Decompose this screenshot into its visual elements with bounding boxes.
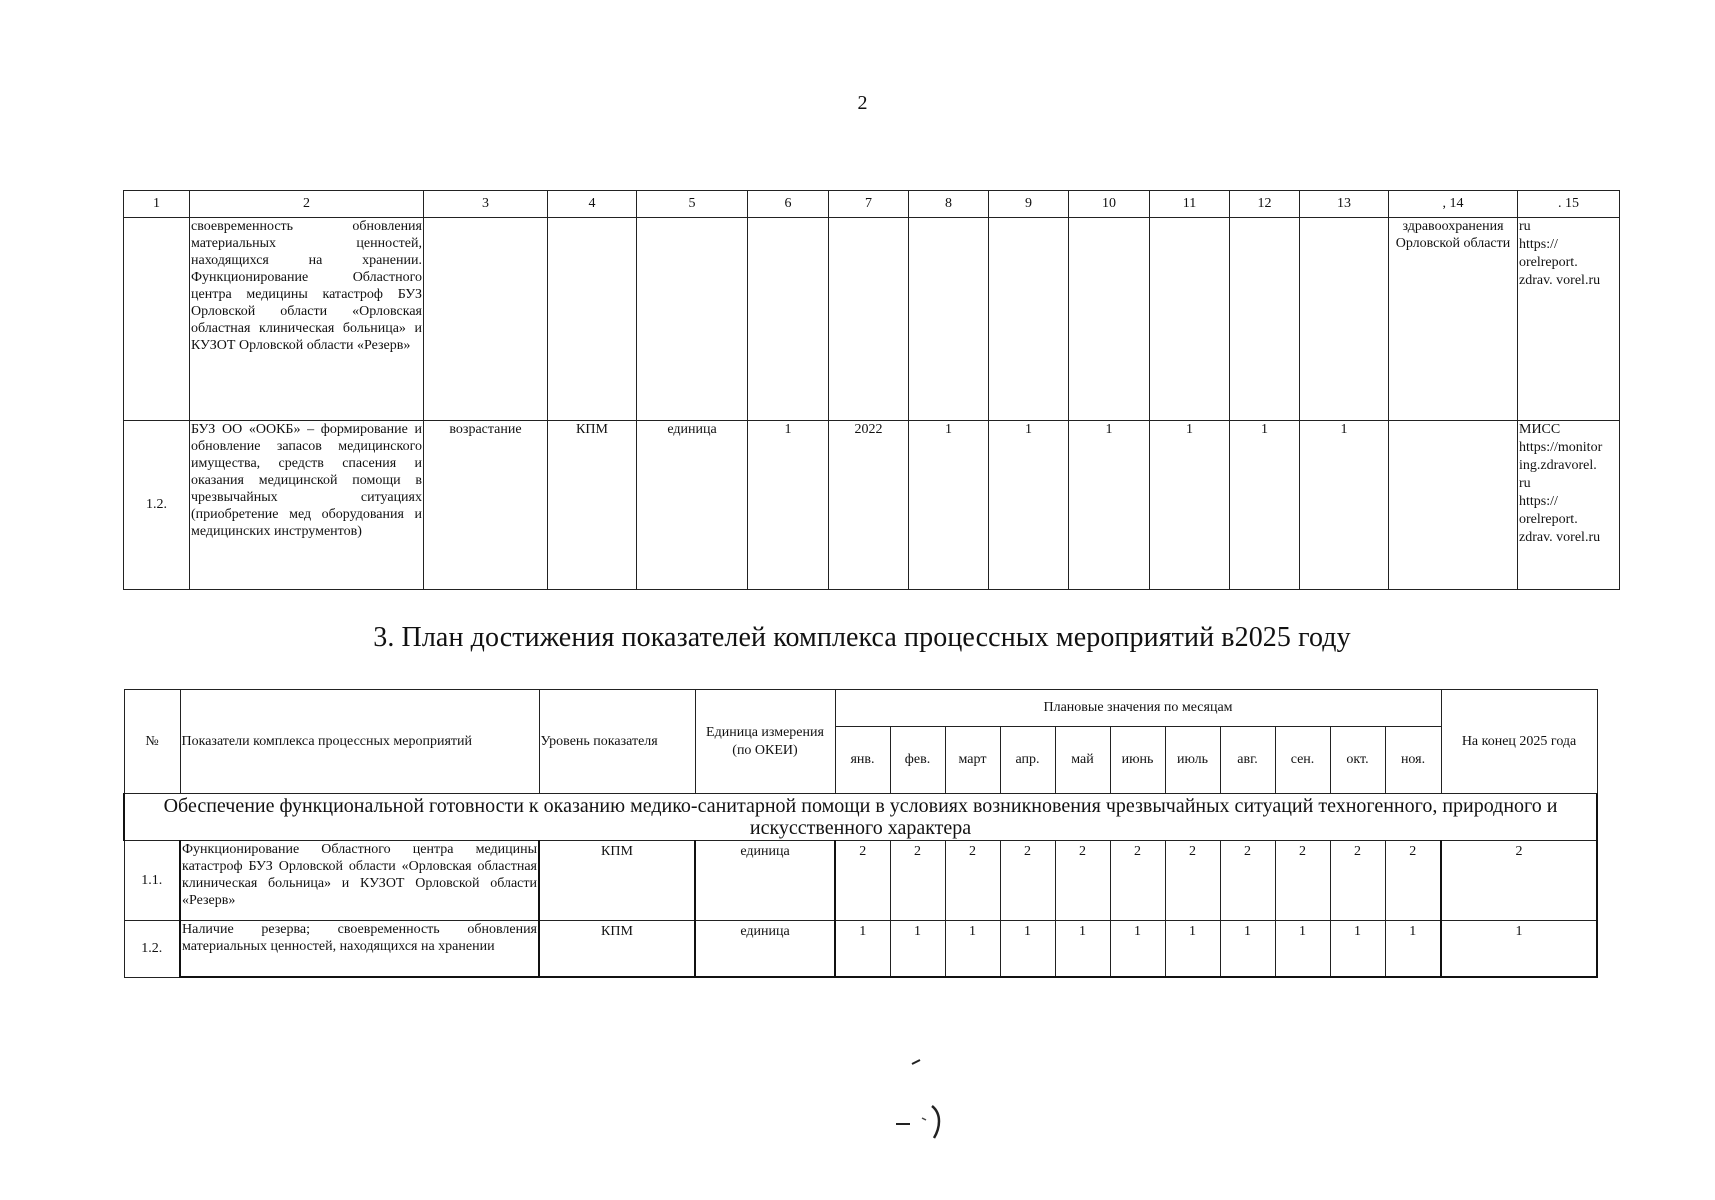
row-unit: единица xyxy=(637,421,748,590)
month-header: фев. xyxy=(890,727,945,794)
row-value: 1 xyxy=(989,421,1069,590)
row-month-value: 2 xyxy=(1220,841,1275,921)
continued-responsible: здравоохранения Орловской области xyxy=(1389,218,1518,421)
cell-empty xyxy=(1230,218,1300,421)
cell-empty xyxy=(1069,218,1150,421)
header-monthly: Плановые значения по месяцам xyxy=(835,690,1441,727)
table-row-1-2 xyxy=(124,421,1620,590)
cell-empty xyxy=(989,218,1069,421)
col-num-2: 2 xyxy=(190,191,424,218)
row-indicator-name: Наличие резерва; своевременность обновления материальных ценностей, находящихся на хранении xyxy=(180,921,539,978)
col-num-3: 3 xyxy=(424,191,548,218)
row-value: 1 xyxy=(1150,421,1230,590)
header-level: Уровень показателя xyxy=(539,690,695,794)
row-value: 1 xyxy=(1069,421,1150,590)
col-num-15: . 15 xyxy=(1518,191,1620,218)
column-number-row xyxy=(124,191,1620,218)
col-num-6: 6 xyxy=(748,191,829,218)
page-number: 2 xyxy=(857,92,868,114)
row-month-value: 1 xyxy=(890,921,945,978)
row-source xyxy=(1518,421,1620,590)
row-unit: единица xyxy=(695,921,835,978)
month-header: июль xyxy=(1165,727,1220,794)
month-header: сен. xyxy=(1275,727,1330,794)
row-description: БУЗ ОО «ООКБ» – формирование и обновление запасов медицинского имущества, средств спасения и оказания медицинской помощи в чрезвычайных ситуациях (приобретение мед оборудования и медицинских инструментов) xyxy=(190,421,424,590)
header-num: № xyxy=(124,690,180,794)
row-month-value: 2 xyxy=(1165,841,1220,921)
cell-empty xyxy=(1150,218,1230,421)
col-num-10: 10 xyxy=(1069,191,1150,218)
row-month-value: 1 xyxy=(1385,921,1441,978)
row-trend: возрастание xyxy=(424,421,548,590)
source-line: zdrav. vorel.ru xyxy=(1519,530,1601,545)
row-responsible xyxy=(1389,421,1518,590)
source-line: ru xyxy=(1519,476,1531,491)
row-month-value: 2 xyxy=(1385,841,1441,921)
row-number: 1.1. xyxy=(124,841,180,921)
section-row xyxy=(124,794,1597,841)
col-num-4: 4 xyxy=(548,191,637,218)
row-month-value: 1 xyxy=(1055,921,1110,978)
row-month-value: 1 xyxy=(945,921,1000,978)
row-month-value: 2 xyxy=(1275,841,1330,921)
month-header: авг. xyxy=(1220,727,1275,794)
header-row-top xyxy=(124,690,1597,727)
table-row-continued xyxy=(124,218,1620,421)
row-unit: единица xyxy=(695,841,835,921)
row-month-value: 1 xyxy=(1330,921,1385,978)
row-base-year: 2022 xyxy=(829,421,909,590)
col-num-7: 7 xyxy=(829,191,909,218)
table-row xyxy=(124,921,1597,978)
month-header: янв. xyxy=(835,727,890,794)
header-indicators: Показатели комплекса процессных мероприятий xyxy=(180,690,539,794)
row-month-value: 1 xyxy=(1220,921,1275,978)
row-end-value: 1 xyxy=(1441,921,1597,978)
table-row xyxy=(124,841,1597,921)
row-month-value: 1 xyxy=(1110,921,1165,978)
col-num-11: 11 xyxy=(1150,191,1230,218)
row-month-value: 2 xyxy=(1055,841,1110,921)
row-level: КПМ xyxy=(539,921,695,978)
row-indicator-name: Функционирование Областного центра медицины катастроф БУЗ Орловской области «Орловская областная клиническая больница» и КУЗОТ Орловской области «Резерв» xyxy=(180,841,539,921)
row-month-value: 2 xyxy=(1110,841,1165,921)
continued-source xyxy=(1518,218,1620,421)
col-num-12: 12 xyxy=(1230,191,1300,218)
month-header: ноя. xyxy=(1385,727,1441,794)
row-number: 1.2. xyxy=(124,421,190,590)
source-line: ru xyxy=(1519,219,1531,234)
row-base-value: 1 xyxy=(748,421,829,590)
month-header: окт. xyxy=(1330,727,1385,794)
source-line: https://monitor xyxy=(1519,440,1603,455)
row-month-value: 2 xyxy=(1000,841,1055,921)
month-header: апр. xyxy=(1000,727,1055,794)
section-heading: Обеспечение функциональной готовности к оказанию медико-санитарной помощи в условиях возникновения чрезвычайных ситуаций техногенного, природного и искусственного характера xyxy=(124,794,1597,841)
handwritten-mark xyxy=(890,1058,950,1148)
row-level: КПМ xyxy=(539,841,695,921)
month-header: май xyxy=(1055,727,1110,794)
month-header: март xyxy=(945,727,1000,794)
source-line: https:// xyxy=(1519,494,1558,509)
cell-empty xyxy=(748,218,829,421)
row-month-value: 2 xyxy=(945,841,1000,921)
row-month-value: 1 xyxy=(1165,921,1220,978)
row-month-value: 1 xyxy=(1275,921,1330,978)
cell-empty xyxy=(548,218,637,421)
cell-empty xyxy=(1300,218,1389,421)
col-num-5: 5 xyxy=(637,191,748,218)
cell-empty xyxy=(424,218,548,421)
section-title: 3. План достижения показателей комплекса процессных мероприятий в2025 году xyxy=(373,622,1351,653)
month-header: июнь xyxy=(1110,727,1165,794)
cell-empty xyxy=(124,218,190,421)
col-num-13: 13 xyxy=(1300,191,1389,218)
row-value: 1 xyxy=(909,421,989,590)
monthly-plan-table xyxy=(123,689,1598,978)
row-month-value: 2 xyxy=(1330,841,1385,921)
source-line: https:// xyxy=(1519,237,1558,252)
col-num-9: 9 xyxy=(989,191,1069,218)
row-level: КПМ xyxy=(548,421,637,590)
col-num-8: 8 xyxy=(909,191,989,218)
row-end-value: 2 xyxy=(1441,841,1597,921)
header-unit: Единица измерения (по ОКЕИ) xyxy=(695,690,835,794)
cell-empty xyxy=(637,218,748,421)
row-month-value: 2 xyxy=(890,841,945,921)
row-month-value: 1 xyxy=(835,921,890,978)
source-line: МИСС xyxy=(1519,422,1561,437)
source-line: orelreport. xyxy=(1519,255,1578,270)
cell-empty xyxy=(909,218,989,421)
row-number: 1.2. xyxy=(124,921,180,978)
row-value: 1 xyxy=(1300,421,1389,590)
continued-description: своевременность обновления материальных ценностей, находящихся на хранении. Функционирование Областного центра медицины катастроф БУЗ Орловской области «Орловская областная клиническая больница» и КУЗОТ Орловской области «Резерв» xyxy=(190,218,424,421)
source-line: orelreport. xyxy=(1519,512,1578,527)
row-month-value: 2 xyxy=(835,841,890,921)
row-value: 1 xyxy=(1230,421,1300,590)
source-line: ing.zdravorel. xyxy=(1519,458,1597,473)
col-num-14: , 14 xyxy=(1389,191,1518,218)
header-end-of-year: На конец 2025 года xyxy=(1441,690,1597,794)
row-month-value: 1 xyxy=(1000,921,1055,978)
indicators-table-continued xyxy=(123,190,1620,590)
col-num-1: 1 xyxy=(124,191,190,218)
source-line: zdrav. vorel.ru xyxy=(1519,273,1601,288)
cell-empty xyxy=(829,218,909,421)
